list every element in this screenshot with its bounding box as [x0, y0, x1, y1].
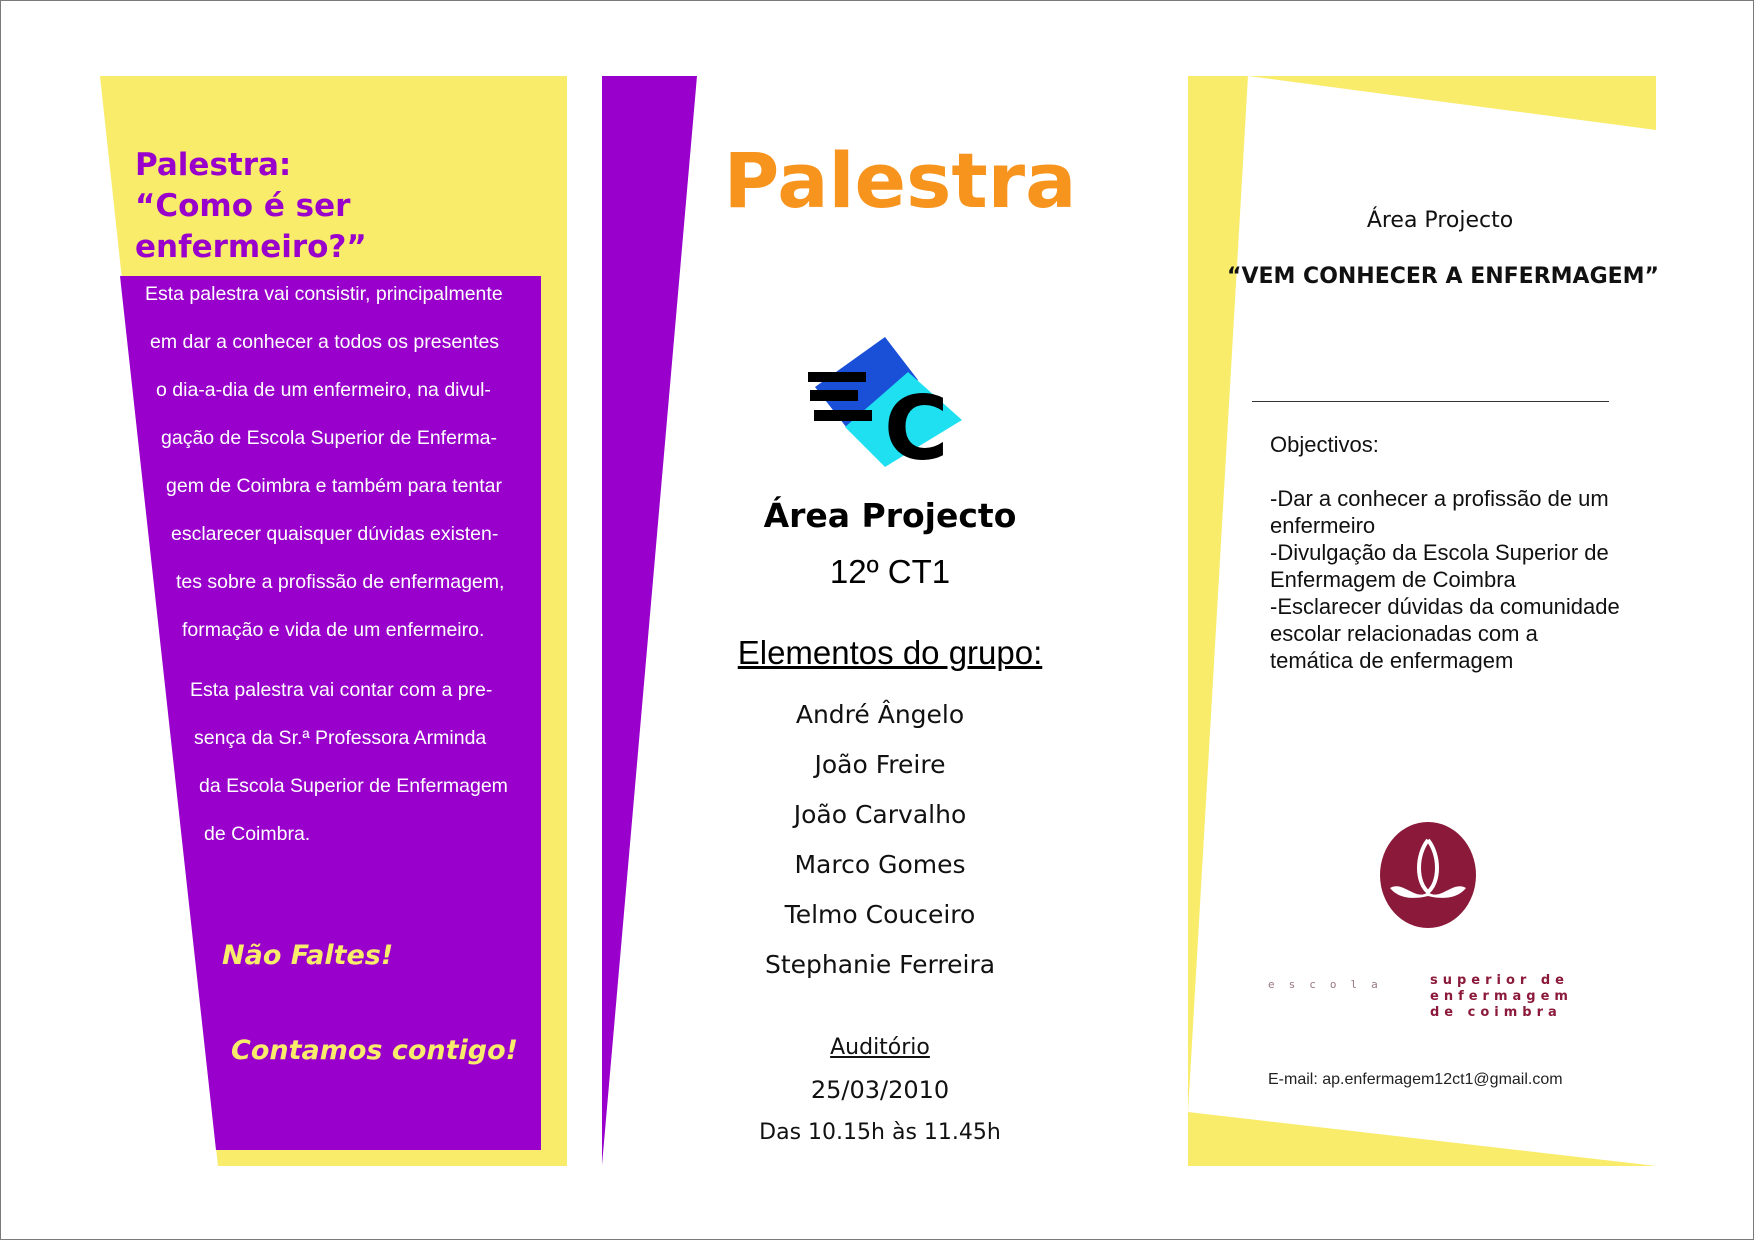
left-paragraph2-line: Esta palestra vai contar com a pre- — [190, 679, 493, 701]
school-logo — [800, 332, 970, 472]
left-paragraph-line: gação de Escola Superior de Enferma- — [161, 427, 498, 449]
school-name-prefix: escola — [1268, 978, 1392, 991]
member-name: Stephanie Ferreira — [764, 950, 996, 979]
school-name-line: superior de — [1430, 973, 1569, 988]
cta-contamos-contigo: Contamos contigo! — [231, 1035, 518, 1066]
member-name: Telmo Couceiro — [784, 900, 976, 929]
left-paragraph-line: esclarecer quaisquer dúvidas existen- — [171, 523, 499, 545]
objective-item: -Esclarecer dúvidas da comunidade escolar relacionadas com a temática de enfermagem — [1270, 594, 1620, 673]
right-area-projecto: Área Projecto — [1366, 208, 1514, 233]
school-seal-icon — [1378, 820, 1478, 930]
left-title — [135, 145, 555, 268]
left-paragraph2-line: da Escola Superior de Enfermagem — [199, 775, 508, 797]
objective-item: -Dar a conhecer a profissão de um enfermeiro — [1270, 486, 1609, 538]
left-paragraph-line: o dia-a-dia de um enfermeiro, na divul- — [156, 379, 491, 401]
left-paragraph-line: tes sobre a profissão de enfermagem, — [176, 571, 505, 593]
main-title: Palestra — [723, 136, 1077, 225]
school-name — [1430, 973, 1573, 1021]
school-name-line: de coimbra — [1430, 1005, 1562, 1020]
left-title-line: Palestra: — [135, 147, 292, 183]
objectives-list — [1270, 485, 1620, 674]
left-paragraph-line: gem de Coimbra e também para tentar — [166, 475, 502, 497]
member-name: André Ângelo — [795, 700, 965, 729]
divider-line — [1252, 401, 1609, 402]
left-paragraph2-line: de Coimbra. — [204, 823, 311, 845]
class-name: 12º CT1 — [829, 553, 951, 590]
member-name: João Freire — [814, 750, 946, 779]
member-name: Marco Gomes — [794, 850, 966, 879]
left-title-line: enfermeiro?” — [135, 229, 367, 265]
member-name: João Carvalho — [793, 800, 967, 829]
project-slogan: “VEM CONHECER A ENFERMAGEM” — [1226, 264, 1660, 289]
members-list — [680, 690, 1080, 990]
objectives-heading: Objectivos: — [1270, 432, 1379, 457]
venue: Auditório — [830, 1035, 930, 1060]
contact-email: E-mail: ap.enfermagem12ct1@gmail.com — [1268, 1071, 1563, 1088]
center-purple-wedge — [602, 76, 697, 1165]
left-paragraph-line: em dar a conhecer a todos os presentes — [150, 331, 500, 353]
left-paragraph2-line: sença da Sr.ª Professora Arminda — [194, 727, 487, 749]
area-projecto: Área Projecto — [763, 496, 1017, 535]
school-name-line: enfermagem — [1430, 989, 1573, 1004]
cta-nao-faltes: Não Faltes! — [222, 940, 394, 971]
left-title-line: “Como é ser — [135, 188, 351, 224]
left-paragraph-line: formação e vida de um enfermeiro. — [182, 619, 485, 641]
logo-letter-c: C — [884, 377, 949, 472]
event-time: Das 10.15h às 11.45h — [759, 1120, 1001, 1145]
members-heading: Elementos do grupo: — [737, 634, 1043, 671]
left-paragraph-line: Esta palestra vai consistir, principalmente — [145, 283, 503, 305]
event-date: 25/03/2010 — [810, 1076, 950, 1104]
objective-item: -Divulgação da Escola Superior de Enfermagem de Coimbra — [1270, 540, 1609, 592]
